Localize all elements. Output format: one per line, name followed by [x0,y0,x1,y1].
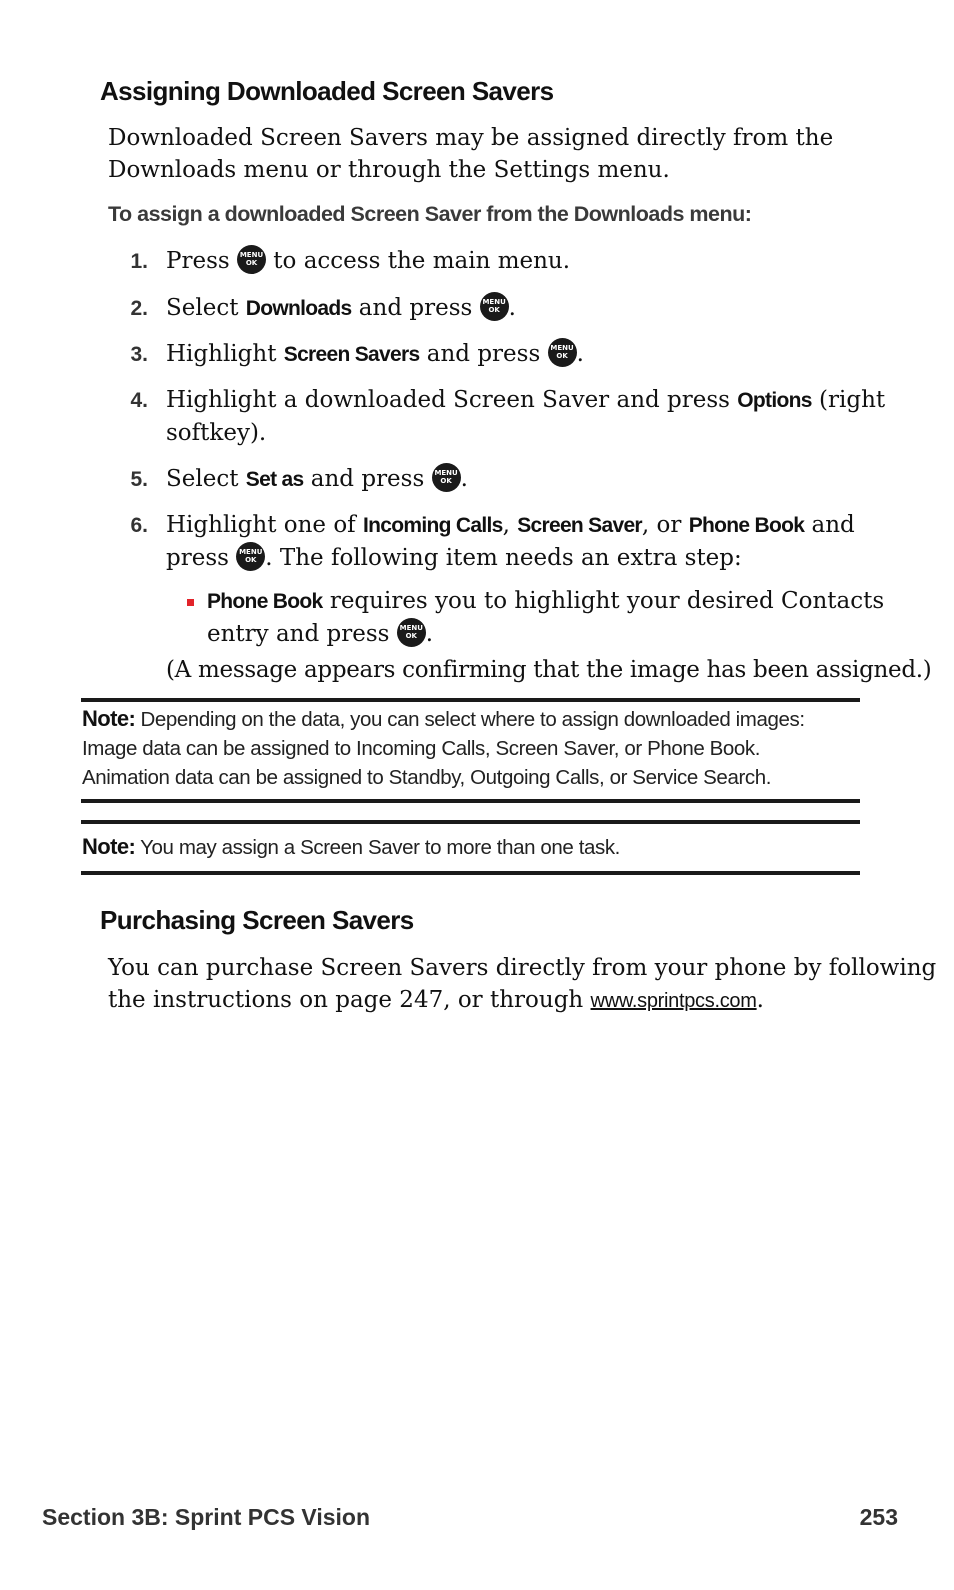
step-text: Press MENU OK to access the main menu. [166,245,886,278]
section-heading-assigning: Assigning Downloaded Screen Savers [100,76,554,106]
divider-rule [81,871,860,875]
keyword: Phone Book [688,514,805,537]
note-data-assignment: Note: Depending on the data, you can select where to assign downloaded images: Image data can be assigned to Incoming Calls, Screen Saver, or Phone Book. Animation data can be assigned to Standby, Outgoing Calls, or Service Search. [82,706,805,789]
divider-rule [81,820,860,824]
keyword: Downloads [245,297,352,320]
keyword: Screen Savers [283,343,420,366]
confirm-message: (A message appears confirming that the image has been assigned.) [166,657,932,683]
sprintpcs-link[interactable]: www.sprintpcs.com [590,990,757,1012]
bullet-square-icon [187,599,194,606]
menu-ok-key-icon: MENU OK [548,338,577,367]
keyword: Options [737,389,812,412]
intro-line: Downloaded Screen Savers may be assigned directly from the [108,125,834,151]
divider-rule [81,799,860,803]
sub-bullet-text: Phone Book requires you to highlight your desired Contacts entry and press MENU OK . [207,588,885,647]
divider-rule [81,698,860,702]
step-number: 1. [130,250,148,273]
menu-ok-key-icon: MENU OK [480,292,509,321]
note-multiple-tasks: Note: You may assign a Screen Saver to more than one task. [82,834,620,859]
menu-ok-key-icon: MENU OK [237,245,266,274]
step-text: Select Set as and press MENU OK . [166,463,886,496]
note-label: Note: [82,834,136,859]
keyword: Phone Book [207,590,323,613]
step-text: Highlight Screen Savers and press MENU OK . [166,338,886,371]
step-number: 6. [130,514,148,537]
procedure-subheading: To assign a downloaded Screen Saver from the Downloads menu: [108,202,752,226]
page-number: 253 [859,1504,898,1530]
step-text: Highlight one of Incoming Calls, Screen Saver, or Phone Book and press MENU OK . The following item needs an extra step: [166,512,855,571]
footer-section-title: Section 3B: Sprint PCS Vision [42,1504,371,1530]
menu-ok-key-icon: MENU OK [432,463,461,492]
menu-ok-key-icon: MENU OK [397,618,426,647]
step-text: Select Downloads and press MENU OK . [166,292,886,325]
intro-paragraph [108,122,888,186]
section-heading-purchasing: Purchasing Screen Savers [100,905,414,935]
note-label: Note: [82,706,136,731]
step-text: Highlight a downloaded Screen Saver and press Options (right softkey). [166,387,886,446]
keyword: Set as [245,468,304,491]
step-number: 2. [130,297,148,320]
step-number: 5. [130,468,148,491]
purchasing-paragraph: You can purchase Screen Savers directly from your phone by following the instructions on page 247, or through www.sprintpcs.com. [108,955,937,1013]
step-number: 3. [130,343,148,366]
keyword: Incoming Calls [363,514,503,537]
intro-line: Downloads menu or through the Settings menu. [108,157,670,183]
keyword: Screen Saver [517,514,642,537]
menu-ok-key-icon: MENU OK [236,542,265,571]
step-number: 4. [130,389,148,412]
